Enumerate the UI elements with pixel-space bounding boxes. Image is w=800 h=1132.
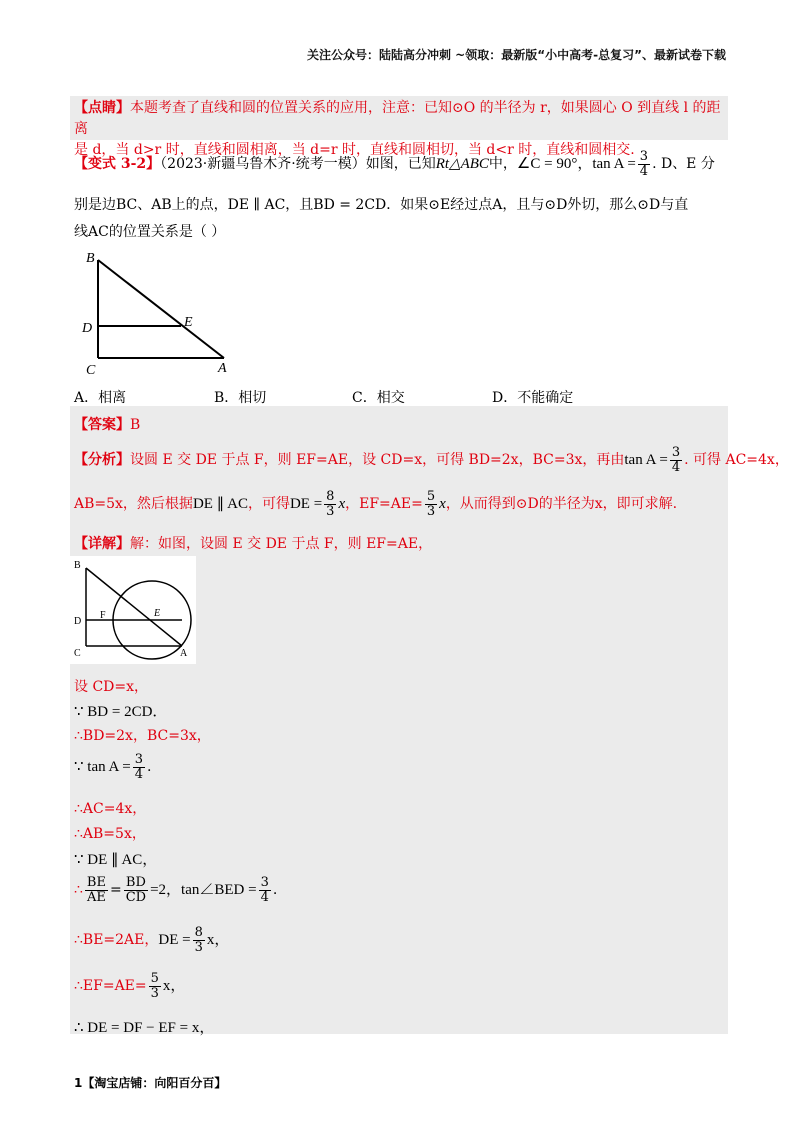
option-a: A．相离 bbox=[74, 390, 127, 406]
option-d: D．不能确定 bbox=[492, 390, 574, 406]
step-5: ∴AC=4x， bbox=[74, 801, 147, 817]
key-point-line-1: 【点睛】本题考查了直线和圆的位置关系的应用，注意：已知⊙O 的半径为 r，如果圆心 O 到直线 l 的距离 bbox=[74, 100, 721, 137]
problem-line-2: 别是边BC、AB上的点，DE ∥ AC，且BD = 2CD．如果⊙E经过点A，且与⊙D外切，那么⊙D与直 bbox=[74, 197, 689, 213]
answer-tag: 【答案】 bbox=[74, 417, 130, 433]
triangle-figure bbox=[78, 250, 238, 378]
fraction: $\frac{3}{4}$ bbox=[639, 149, 649, 179]
step-2: ∵ BD = 2CD． bbox=[74, 704, 168, 720]
label-a: A bbox=[218, 361, 227, 376]
option-b: B．相切 bbox=[214, 390, 267, 406]
step-7: ∵ DE ∥ AC， bbox=[74, 852, 158, 868]
fraction: $\frac{BD}{CD}$ bbox=[125, 875, 147, 905]
problem-line-1: 【变式 3-2】（2023·新疆乌鲁木齐·统考一模）如图，已知Rt△ABC中，∠C = 90°，tan A = $\frac{3}{4}$ . D、E 分 bbox=[74, 149, 715, 179]
fraction: $\frac{3}{4}$ bbox=[671, 445, 681, 475]
fraction: $\frac{5}{3}$ bbox=[426, 489, 436, 519]
step-8: ∴ $\frac{BE}{AE}$ = $\frac{BD}{CD}$ =2，tan∠BED = $\frac{3}{4}$ . bbox=[74, 875, 278, 905]
key-point-tag: 【点睛】 bbox=[74, 100, 130, 116]
label-a: A bbox=[180, 648, 188, 659]
label-d: D bbox=[82, 321, 93, 336]
label-b: B bbox=[86, 251, 95, 266]
analysis-line-1: 【分析】设圆 E 交 DE 于点 F，则 EF=AE，设 CD=x，可得 BD=2x，BC=3x，再由tan A = $\frac{3}{4}$ . 可得 AC=4x， bbox=[74, 445, 789, 475]
fraction: $\frac{3}{4}$ bbox=[260, 875, 269, 905]
fraction: $\frac{8}{3}$ bbox=[194, 925, 203, 955]
answer-line bbox=[74, 414, 140, 434]
step-10: ∴EF=AE= $\frac{5}{3}$ x， bbox=[74, 971, 186, 1001]
label-e: E bbox=[184, 315, 193, 330]
key-point-block bbox=[70, 96, 728, 158]
label-c: C bbox=[74, 648, 81, 659]
detail-tag: 【详解】 bbox=[74, 536, 130, 552]
fraction: $\frac{8}{3}$ bbox=[326, 489, 335, 519]
page-footer: 1【淘宝店铺：向阳百分百】 bbox=[74, 1076, 227, 1090]
label-d: D bbox=[74, 616, 82, 627]
step-6: ∴AB=5x， bbox=[74, 826, 146, 842]
step-9: ∴BE=2AE，DE = $\frac{8}{3}$ x， bbox=[74, 925, 230, 955]
analysis-tag: 【分析】 bbox=[74, 452, 130, 469]
detail-line: 【详解】解：如图，设圆 E 交 DE 于点 F，则 EF=AE， bbox=[74, 536, 433, 552]
step-11: ∴ DE = DF − EF = x， bbox=[74, 1020, 215, 1036]
label-c: C bbox=[86, 363, 96, 378]
analysis-line-2: AB=5x，然后根据DE ∥ AC，可得DE = $\frac{8}{3}$ x，EF=AE= $\frac{5}{3}$ x，从而得到⊙D的半径为x，即可求解. bbox=[74, 489, 678, 519]
step-4: ∵ tan A = $\frac{3}{4}$ . bbox=[74, 752, 152, 782]
circle-figure bbox=[70, 556, 196, 664]
label-e: E bbox=[154, 608, 161, 619]
label-f: F bbox=[100, 610, 106, 621]
fraction: $\frac{3}{4}$ bbox=[134, 752, 144, 782]
answer-value: B bbox=[130, 417, 141, 433]
fraction: $\frac{BE}{AE}$ bbox=[86, 875, 106, 905]
fraction: $\frac{5}{3}$ bbox=[150, 971, 159, 1001]
page-header: 关注公众号：陆陆高分冲刺 ~领取：最新版“小中高考-总复习”、最新试卷下载 bbox=[307, 48, 726, 62]
label-b: B bbox=[74, 560, 81, 571]
variant-tag: 【变式 3-2】 bbox=[74, 156, 161, 173]
key-point-line-2: 是 d，当 d>r 时，直线和圆相离，当 d=r 时，直线和圆相切，当 d<r 时，直线和圆相交. bbox=[74, 142, 635, 158]
problem-line-3: 线AC的位置关系是（ ） bbox=[74, 224, 226, 240]
step-3: ∴BD=2x，BC=3x， bbox=[74, 728, 211, 744]
option-c: C．相交 bbox=[352, 390, 405, 406]
step-1: 设 CD=x， bbox=[74, 679, 149, 695]
